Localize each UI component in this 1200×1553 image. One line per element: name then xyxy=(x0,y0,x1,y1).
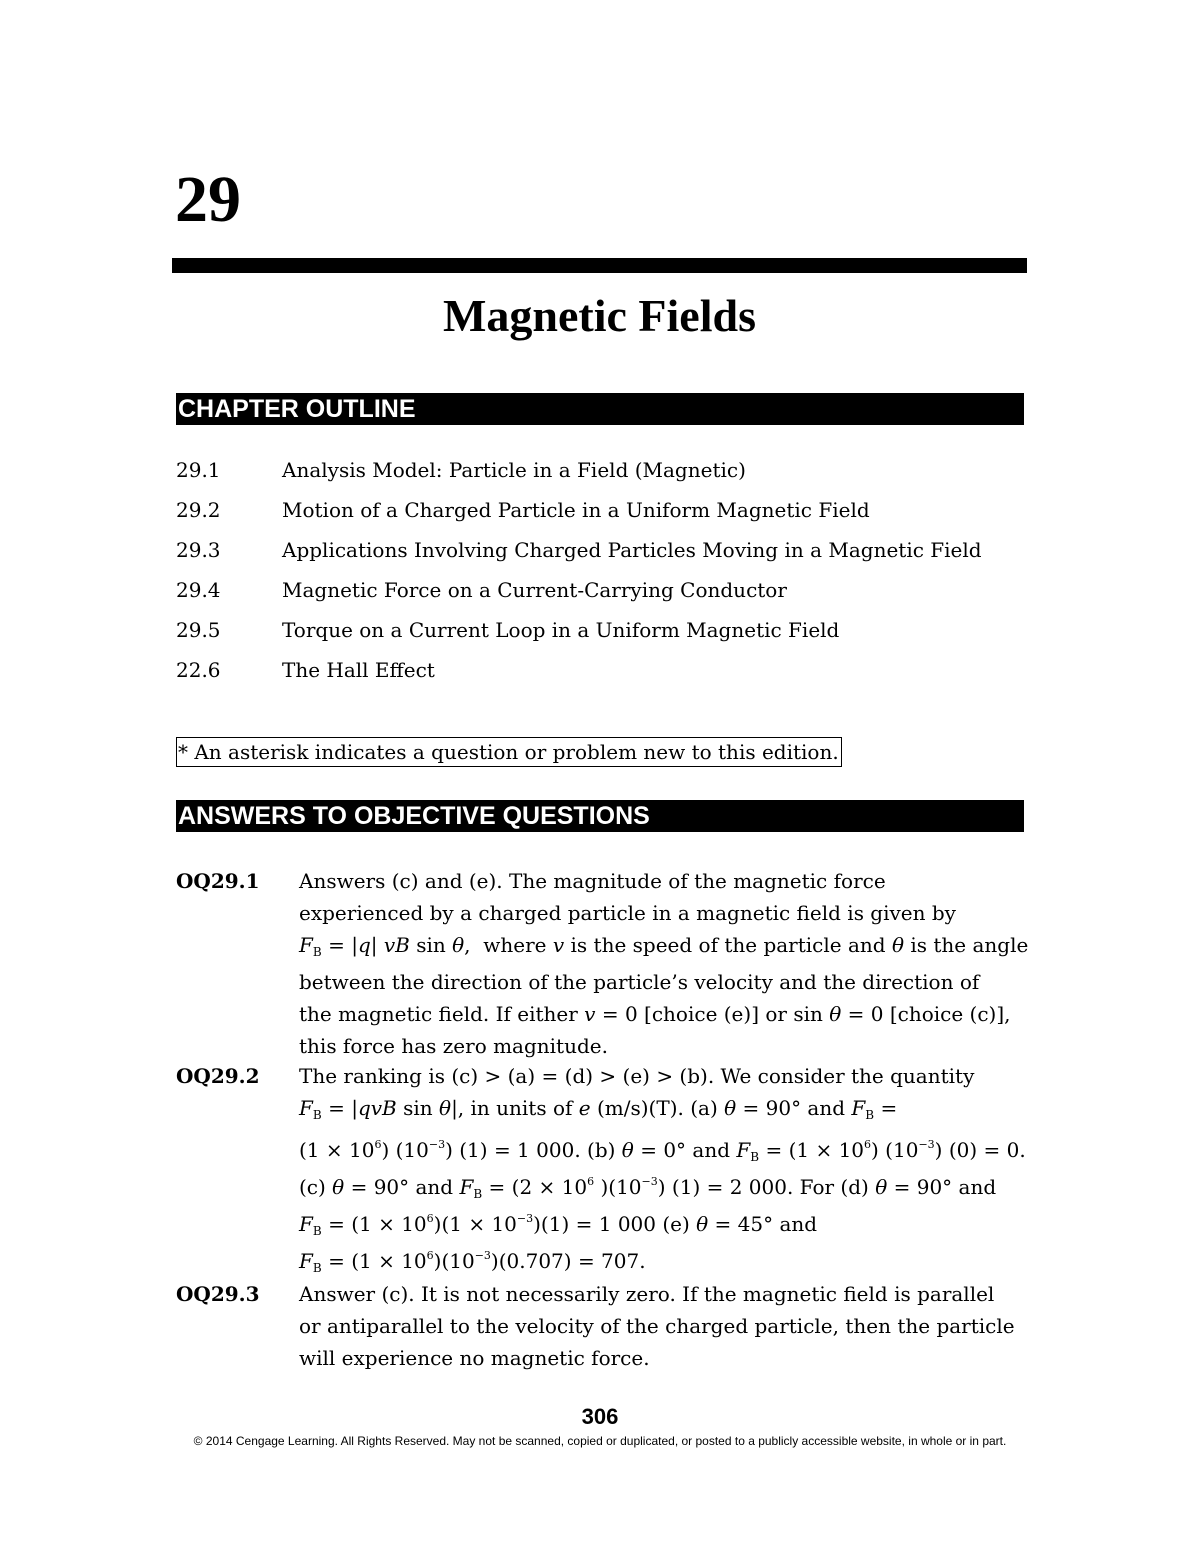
asterisk-note: * An asterisk indicates a question or problem new to this edition. xyxy=(176,737,842,767)
answer-line-formula: (c) θ = 90° and $F_B = (2 \times 10^6$ )$(10^{-3})$ (1) = 2 000. For (d) θ = 90° and xyxy=(299,1175,997,1201)
outline-item xyxy=(176,454,1036,494)
outline-item xyxy=(176,534,1036,574)
outline-item xyxy=(176,494,1036,534)
answer-line-formula: the magnetic field. If either v = 0 [choice (e)] or sin θ = 0 [choice (c)], xyxy=(299,1002,1011,1026)
chapter-outline-list xyxy=(176,454,1036,694)
answer-line: or antiparallel to the velocity of the charged particle, then the particle xyxy=(299,1314,1015,1338)
outline-item-number: 29.4 xyxy=(176,578,221,602)
answer-line: will experience no magnetic force. xyxy=(299,1346,650,1370)
answer-text xyxy=(299,1278,1029,1374)
outline-item-title: Magnetic Force on a Current-Carrying Conductor xyxy=(282,578,787,602)
answer-line: experienced by a charged particle in a magnetic field is given by xyxy=(299,901,956,925)
outline-item xyxy=(176,614,1036,654)
outline-item-title: The Hall Effect xyxy=(282,658,435,682)
outline-item xyxy=(176,654,1036,694)
answer-line-formula: $(1 \times 10^6)$ $(10^{-3}) (1) = 1$ 000. (b) θ = 0° and $F_B = (1 \times 10^6)$ $(10^{-3}) (0) = 0$. xyxy=(299,1138,1026,1164)
question-label: OQ29.2 xyxy=(176,1064,260,1088)
outline-item-title: Applications Involving Charged Particles Moving in a Magnetic Field xyxy=(282,538,982,562)
answer-text xyxy=(299,865,1029,1062)
page-number: 306 xyxy=(581,1404,619,1429)
objective-answers-heading: ANSWERS TO OBJECTIVE QUESTIONS xyxy=(176,800,1024,832)
copyright-notice: © 2014 Cengage Learning. All Rights Reserved. May not be scanned, copied or duplicated, or posted to a publicly accessible website, in whole or in part. xyxy=(193,1434,1007,1448)
question-label: OQ29.3 xyxy=(176,1282,260,1306)
answer-line: Answer (c). It is not necessarily zero. If the magnetic field is parallel xyxy=(299,1282,995,1306)
answer-line-formula: $F_B = |q|$ vB sin θ, where v is the speed of the particle and θ is the angle xyxy=(299,933,1029,959)
chapter-number: 29 xyxy=(175,163,241,236)
answer-line: The ranking is (c) > (a) = (d) > (e) > (b). We consider the quantity xyxy=(299,1064,975,1088)
outline-item-title: Torque on a Current Loop in a Uniform Magnetic Field xyxy=(282,618,840,642)
chapter-outline-heading: CHAPTER OUTLINE xyxy=(176,393,1024,425)
outline-item-number: 29.1 xyxy=(176,458,221,482)
answer-line: this force has zero magnitude. xyxy=(299,1034,608,1058)
answer-line: Answers (c) and (e). The magnitude of the magnetic force xyxy=(299,869,886,893)
question-label: OQ29.1 xyxy=(176,869,260,893)
outline-item-title: Motion of a Charged Particle in a Uniform Magnetic Field xyxy=(282,498,870,522)
outline-item-number: 29.3 xyxy=(176,538,221,562)
outline-item-number: 22.6 xyxy=(176,658,221,682)
outline-item-number: 29.2 xyxy=(176,498,221,522)
answer-line-formula: $F_B = (1 \times 10^6)(1 \times 10^{-3})(1) = 1$ 000 (e) θ = 45° and xyxy=(299,1212,818,1238)
chapter-title: Magnetic Fields xyxy=(443,290,756,341)
chapter-rule xyxy=(172,258,1027,273)
outline-item-number: 29.5 xyxy=(176,618,221,642)
answer-line: between the direction of the particle’s velocity and the direction of xyxy=(299,970,980,994)
outline-item-title: Analysis Model: Particle in a Field (Magnetic) xyxy=(282,458,746,482)
outline-item xyxy=(176,574,1036,614)
answer-text xyxy=(299,1060,1029,1275)
answer-line-formula: $F_B = (1 \times 10^6)(10^{-3})(0.707) = 707$. xyxy=(299,1249,646,1275)
answer-line-formula: $F_B = |qvB$ sin θ|, in units of e (m/s)(T). (a) θ = 90° and $F_B$ = xyxy=(299,1096,898,1122)
